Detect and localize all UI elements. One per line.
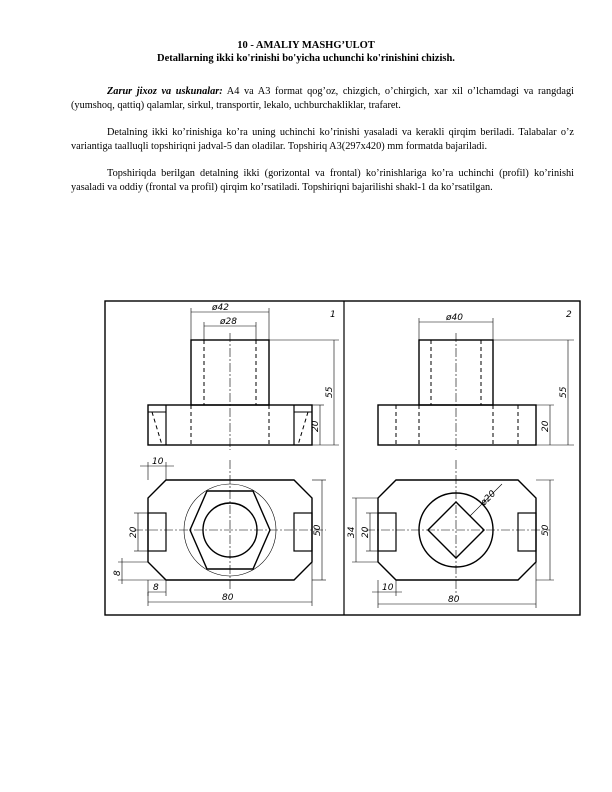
panel-2-front-view — [378, 313, 574, 450]
dim-d28: ø28 — [220, 317, 237, 327]
page-subtitle: Detallarning ikki ko'rinishi bo'yicha uchunchi ko'rinishini chizish. — [157, 53, 455, 64]
panel-2 — [347, 310, 574, 608]
dim-d42: ø42 — [212, 303, 229, 313]
dim-50-left: 50 — [313, 524, 323, 536]
drawing-frame — [105, 301, 580, 615]
dim-20-square: 20 — [361, 526, 371, 538]
technical-drawing — [104, 300, 584, 618]
task-text-2: Topshiriqda berilgan detalning ikki (gorizontal va frontal) ko’rinishlariga ko’ra uchinchi (profil) ko’rinishi yasaladi va oddiy (frontal va profil) qirqim ko’rsatiladi. Topshiriqni bajarilishi shakl-1 da ko’rsatilgan. — [71, 168, 574, 193]
tools-label: Zarur jixoz va uskunalar: — [107, 86, 223, 97]
dim-80-left: 80 — [222, 593, 234, 603]
tools-paragraph — [71, 85, 574, 112]
dim-55-right: 55 — [559, 386, 569, 398]
panel-2-label: 2 — [566, 310, 572, 320]
dim-50-right: 50 — [541, 524, 551, 536]
dim-8-horizontal: 8 — [153, 583, 159, 593]
dim-34: 34 — [347, 526, 357, 538]
task-paragraph-1 — [71, 126, 574, 153]
page-title: 10 - AMALIY MASHG’ULOT — [237, 40, 375, 51]
dim-10-left: 10 — [152, 457, 164, 467]
dim-20-right: 20 — [541, 420, 551, 432]
dim-d40: ø40 — [446, 313, 463, 323]
dim-10-right: 10 — [382, 583, 394, 593]
panel-2-top-view — [347, 460, 554, 608]
panel-1-label: 1 — [330, 310, 336, 320]
panel-1 — [113, 303, 339, 606]
dim-20-left: 20 — [311, 420, 321, 432]
panel-1-front-view — [148, 303, 339, 450]
task-text-1: Detalning ikki ko’rinishiga ko’ra uning uchinchi ko’rinishi yasaladi va kerakli qirqim beriladi. Talabalar o’z variantiga taalluqli topshiriqni jadval-5 dan oladilar. Topshiriq A3(297x420) mm formatda bajariladi. — [71, 127, 574, 152]
dim-20-slot: 20 — [129, 526, 139, 538]
task-paragraph-2 — [71, 167, 574, 194]
dim-8-vertical: 8 — [113, 570, 123, 576]
tools-text: A4 va A3 format qog’oz, chizgich, o’chirgich, xar xil o’lchamdagi va rangdagi (yumshoq, qattiq) qalamlar, sirkul, transportir, lekalo, uchburchakliklar, trafaret. — [71, 86, 574, 111]
dim-55-left: 55 — [325, 386, 335, 398]
dim-d20: ø20 — [479, 489, 499, 509]
dim-80-right: 80 — [448, 595, 460, 605]
panel-1-top-view — [113, 457, 326, 606]
